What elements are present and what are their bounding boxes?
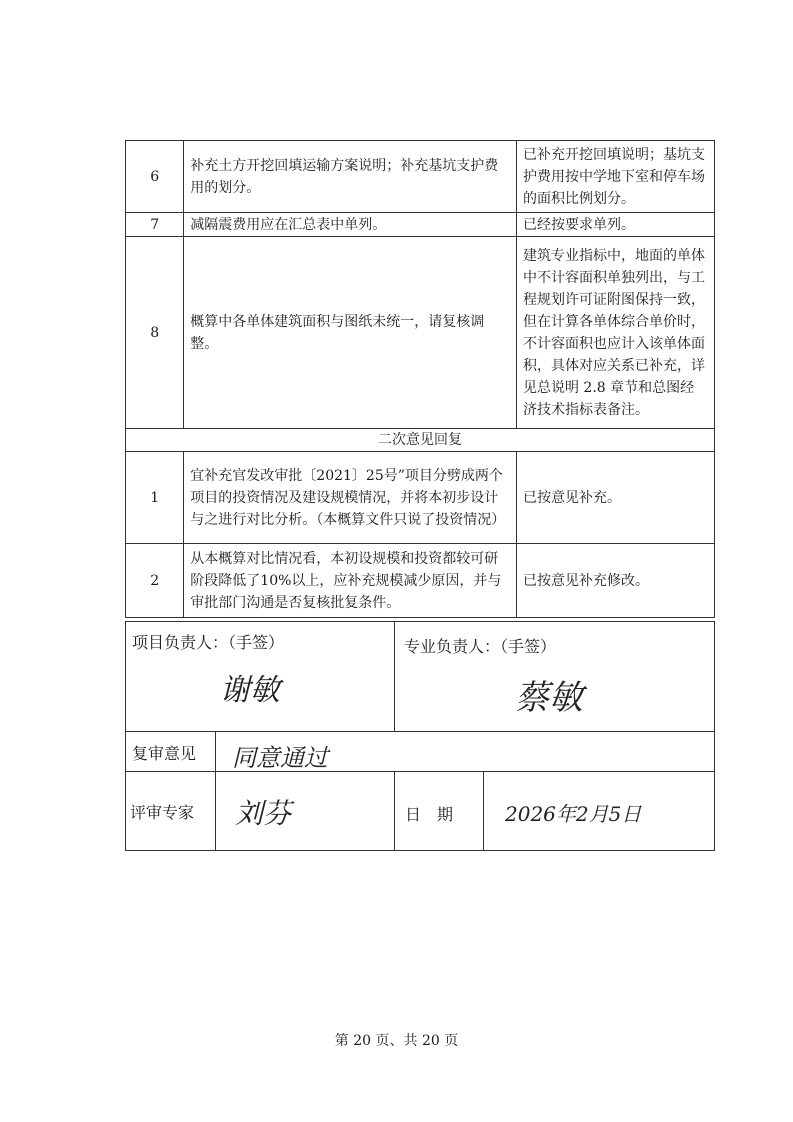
section-header-row bbox=[126, 429, 715, 452]
table-row bbox=[126, 141, 715, 213]
date-label: 日 期 bbox=[405, 805, 454, 824]
reply-cell: 建筑专业指标中，地面的单体中不计容面积单独列出，与工程规划许可证附图保持一致，但在计算各单体综合单价时，不计容面积也应计入该单体面积，具体对应关系已补充，详见总说明 2.8 章节和总图经济技术指标表备注。 bbox=[516, 237, 714, 429]
specialty-lead-signature: 蔡敏 bbox=[515, 678, 583, 718]
project-lead-label: 项目负责人：（手签） bbox=[132, 633, 285, 652]
issue-cell: 从本概算对比情况看，本初设规模和投资都较可研阶段降低了10%以上，应补充规模减少原因，并与审批部门沟通是否复核批复条件。 bbox=[184, 544, 517, 618]
expert-signature: 刘芬 bbox=[235, 797, 292, 830]
date-value: 2026年2月5日 bbox=[505, 802, 642, 826]
reply-cell: 已按意见补充修改。 bbox=[516, 544, 714, 618]
reply-cell: 已经按要求单列。 bbox=[516, 213, 714, 237]
row-number: 1 bbox=[126, 452, 184, 544]
review-opinion-label: 复审意见 bbox=[132, 744, 197, 763]
project-lead-signature: 谢敏 bbox=[220, 673, 280, 708]
row-number: 7 bbox=[126, 213, 184, 237]
review-opinion-value: 同意通过 bbox=[232, 744, 328, 772]
issue-cell: 概算中各单体建筑面积与图纸未统一，请复核调整。 bbox=[184, 237, 517, 429]
issue-cell: 减隔震费用应在汇总表中单列。 bbox=[184, 213, 517, 237]
row-number: 8 bbox=[126, 237, 184, 429]
issue-cell: 宜补充官发改审批〔2021〕25号”项目分劈成两个项目的投资情况及建设规模情况，并将本初步设计与之进行对比分析。（本概算文件只说了投资情况） bbox=[184, 452, 517, 544]
section-title: 二次意见回复 bbox=[126, 429, 715, 452]
table-row bbox=[126, 544, 715, 618]
page-footer: 第 20 页、共 20 页 bbox=[334, 1033, 459, 1049]
row-number: 6 bbox=[126, 141, 184, 213]
table-row bbox=[126, 452, 715, 544]
specialty-lead-label: 专业负责人：（手签） bbox=[404, 637, 557, 656]
row-number: 2 bbox=[126, 544, 184, 618]
reply-cell: 已按意见补充。 bbox=[516, 452, 714, 544]
issue-cell: 补充土方开挖回填运输方案说明；补充基坑支护费用的划分。 bbox=[184, 141, 517, 213]
expert-label: 评审专家 bbox=[130, 803, 195, 822]
reply-cell: 已补充开挖回填说明；基坑支护费用按中学地下室和停车场的面积比例划分。 bbox=[516, 141, 714, 213]
review-table bbox=[125, 140, 715, 618]
table-row bbox=[126, 213, 715, 237]
table-row bbox=[126, 237, 715, 429]
